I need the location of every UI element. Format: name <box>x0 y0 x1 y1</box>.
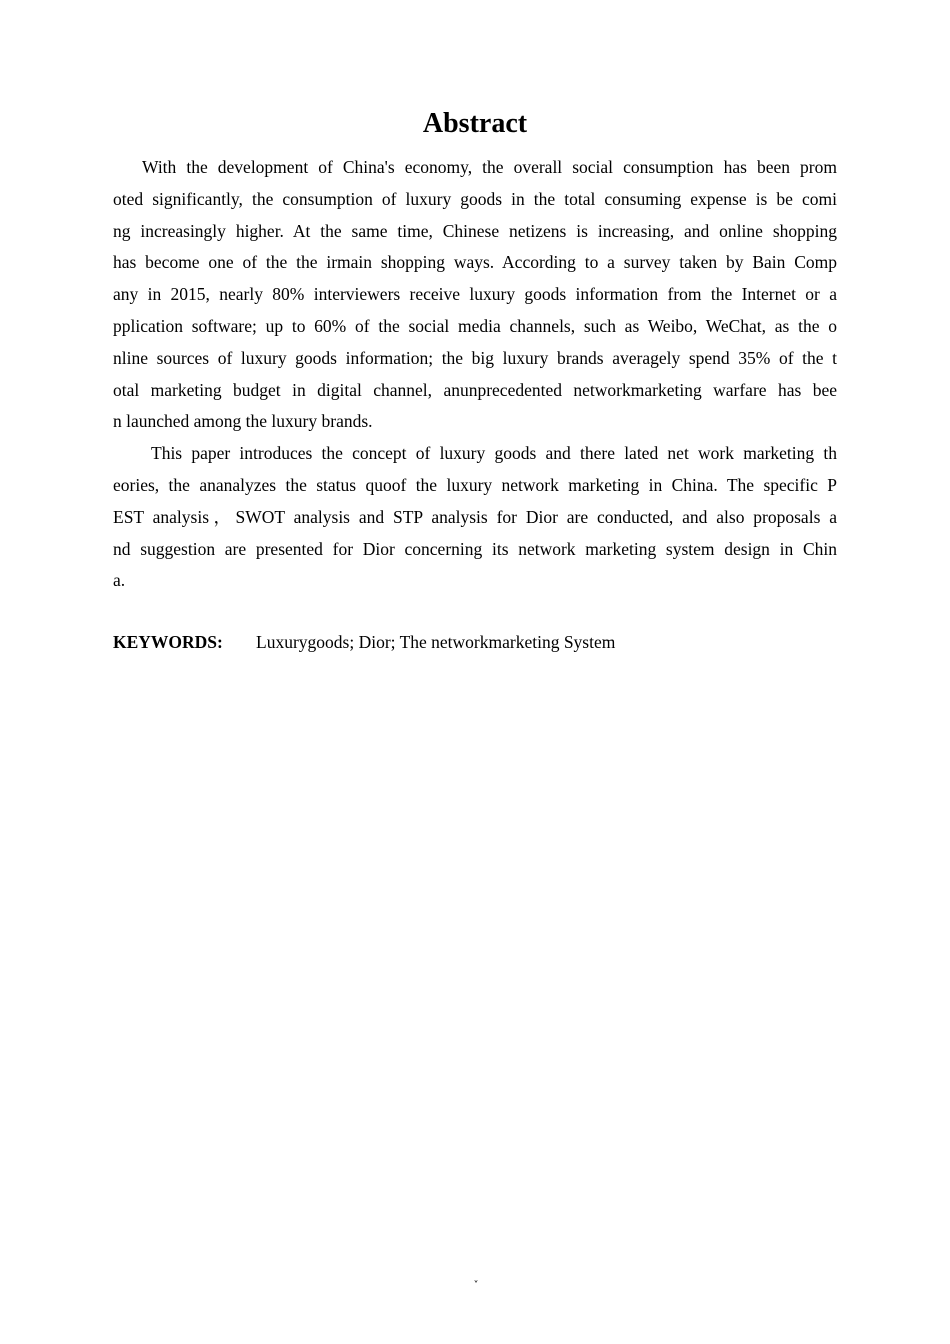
paragraph-line: nd suggestion are presented for Dior concerning its network marketing system design in Chin <box>113 538 837 559</box>
paragraph-line: pplication software; up to 60% of the social media channels, such as Weibo, WeChat, as the o <box>113 315 837 336</box>
keywords-value: Luxurygoods; Dior; The networkmarketing System <box>256 632 616 652</box>
abstract-body <box>113 152 837 597</box>
paragraph-line: a. <box>113 570 126 591</box>
keywords-label: KEYWORDS: <box>113 632 223 652</box>
paragraph-line: ng increasingly higher. At the same time, Chinese netizens is increasing, and online shopping <box>113 220 837 241</box>
paragraph-line: any in 2015, nearly 80% interviewers receive luxury goods information from the Internet or a <box>113 284 837 305</box>
paragraph-line: eories, the ananalyzes the status quoof the luxury network marketing in China. The specific P <box>113 474 837 495</box>
page-title: Abstract <box>422 108 528 139</box>
paragraph-line: oted significantly, the consumption of luxury goods in the total consuming expense is be comi <box>113 188 837 209</box>
paragraph-1 <box>113 152 837 438</box>
paragraph-2 <box>113 438 837 597</box>
page-footer-mark: ˅ <box>473 1280 479 1291</box>
paragraph-line: EST analysis，SWOT analysis and STP analysis for Dior are conducted, and also proposals a <box>113 506 837 527</box>
paragraph-line: n launched among the luxury brands. <box>113 411 373 432</box>
paragraph-line: This paper introduces the concept of luxury goods and there lated net work marketing th <box>151 443 837 464</box>
paragraph-line: otal marketing budget in digital channel, anunprecedented networkmarketing warfare has bee <box>113 379 837 400</box>
paragraph-line: has become one of the the irmain shopping ways. According to a survey taken by Bain Comp <box>113 252 837 273</box>
keywords-line <box>113 627 615 657</box>
paragraph-line: With the development of China's economy, the overall social consumption has been prom <box>142 157 837 177</box>
paragraph-line: nline sources of luxury goods information; the big luxury brands averagely spend 35% of the t <box>113 347 837 368</box>
